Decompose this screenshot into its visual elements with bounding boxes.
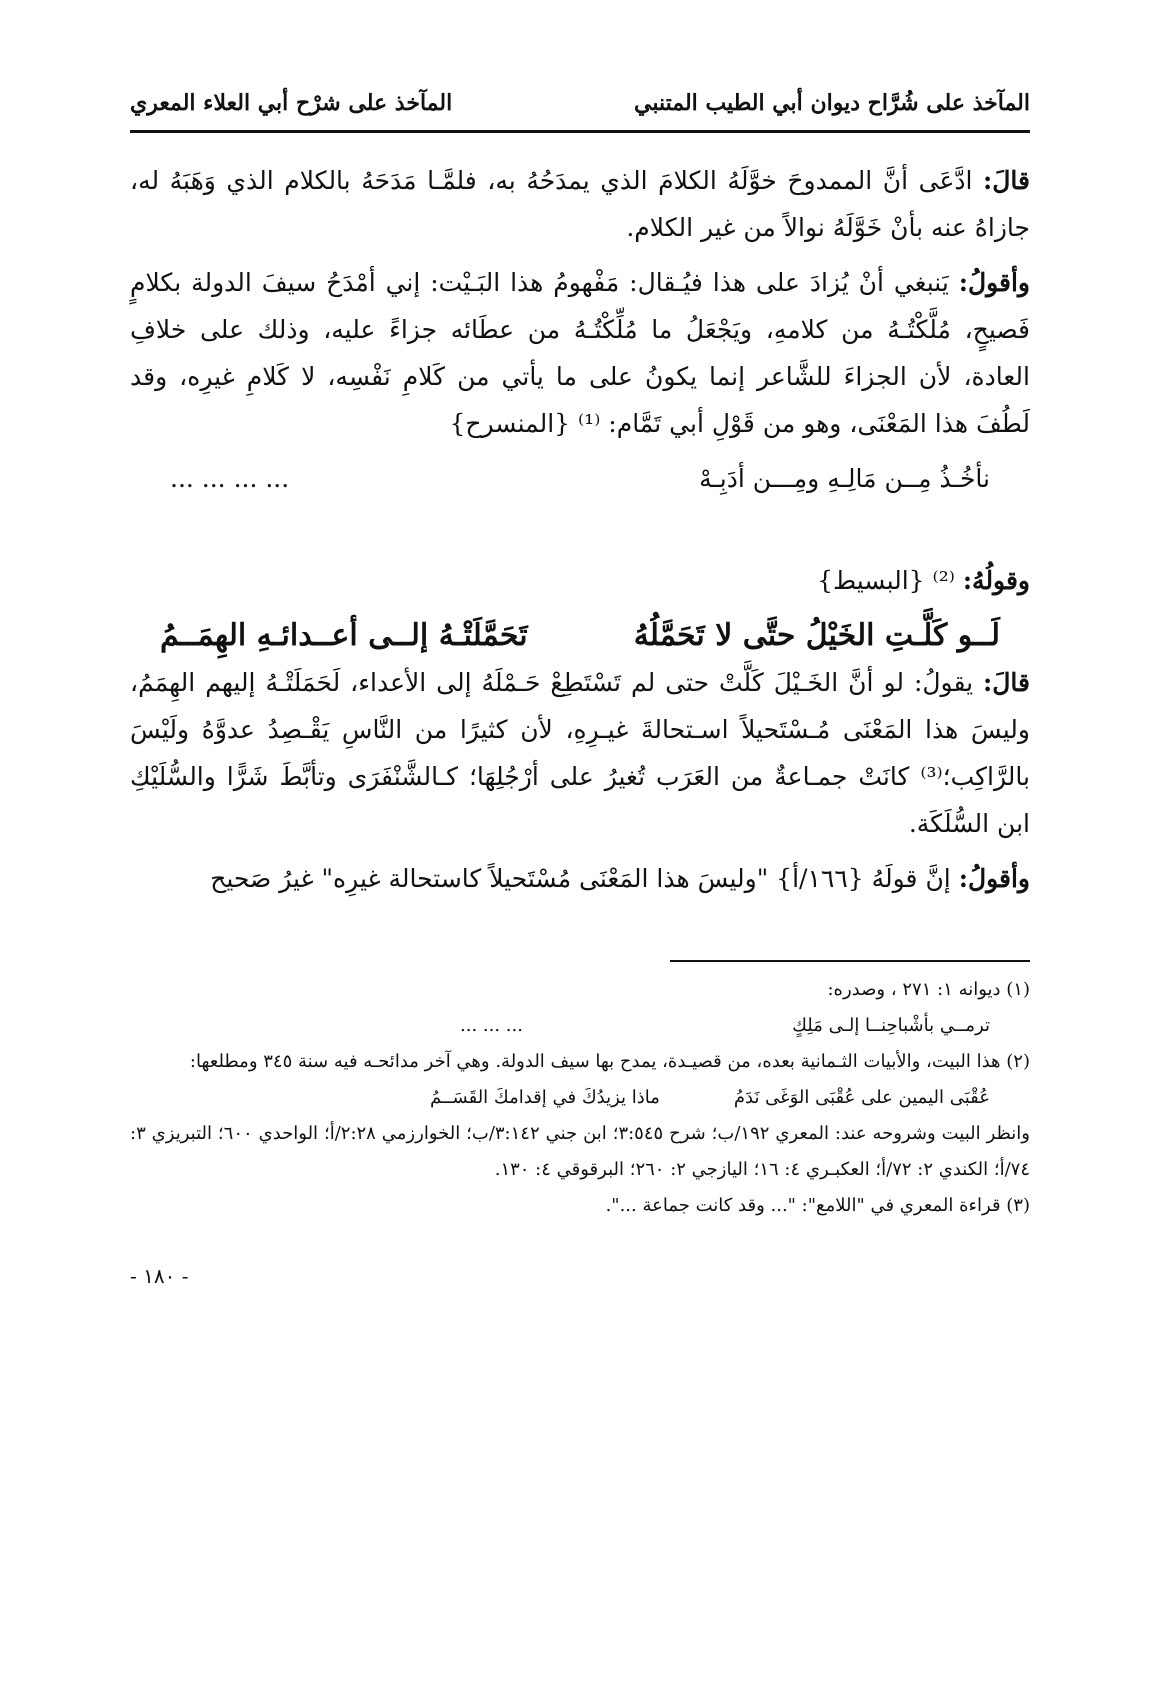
footnote-2: (٢) هذا البيت، والأبيات الثـمانية بعده، من قصيـدة، يمدح بها سيف الدولة. وهي آخر مدائحـه فيه سنة ٣٤٥ ومطلعها:: [189, 1051, 1030, 1072]
paragraph-2: [130, 259, 1030, 447]
footnote-1-verse: [130, 1008, 1030, 1044]
paragraph-1: [130, 157, 1030, 251]
verse-hemistich-left: ... ... ...: [460, 1015, 523, 1036]
footnotes: [130, 972, 1030, 1224]
paragraph-lead: وقولُهُ:: [962, 566, 1030, 595]
footnote-separator: [670, 960, 1030, 962]
paragraph-text: ادَّعَى أنَّ الممدوحَ خوَّلَهُ الكلامَ الذي يمدَحُهُ به، فلمَّـا مَدَحَهُ بالكلام الذي وَهَبَهُ له، جازاهُ عنه بأنْ خَوَّلَهُ نوالاً من غير الكلام.: [130, 166, 1030, 242]
running-header: [130, 80, 1030, 133]
verse-hemistich-left: ماذا يزيدُكَ في إقدامكَ القَسَــمُ: [430, 1087, 660, 1108]
document-page: [130, 80, 1030, 1680]
footnote-1: (١) ديوانه ١: ٢٧١ ، وصدره:: [827, 979, 1030, 1000]
paragraph-text: يَنبغي أنْ يُزادَ على هذا فيُـقال: مَفْهومُ هذا البَـيْت: إني أمْدَحُ سيفَ الدولة بكلامٍ فَصيحٍ، مُلَّكْتُـهُ من كلامهِ، ويَجْعَلُ ما مُلِّكْتُـهُ من عطَائه جزاءً عليه، وذلك على خلافِ العادة، لأن الجزاءَ للشَّاعر إنما يكونُ على ما يأتي من كَلامِ نَفْسِه، لا كَلامِ غيرِه، وقد لَطُفَ هذا المَعْنَى، وهو من قَوْلِ أبي تَمَّام: ⁽¹⁾ {المنسرح}: [130, 268, 1030, 438]
paragraph-text: إنَّ قولَهُ {١٦٦/أ} "وليسَ هذا المَعْنَى مُسْتَحيلاً كاستحالة غيرِه" غيرُ صَحيح: [210, 864, 951, 893]
verse-hemistich-left: تَحَمَّلَتْـهُ إلــى أعــدائـهِ الهِمَــمُ: [160, 618, 528, 653]
verse-hemistich-left: ... ... ... ...: [170, 464, 290, 493]
main-text: [130, 157, 1030, 902]
header-book-title: المآخذ على شُرَّاح ديوان أبي الطيب المتنبي: [634, 90, 1030, 116]
paragraph-lead: قالَ:: [983, 166, 1030, 195]
verse-hemistich-right: عُقْبَى اليمين على عُقْبَى الوَغَى نَدَمُ: [733, 1087, 990, 1108]
paragraph-lead: قالَ:: [983, 668, 1030, 697]
paragraph-lead: وأقولُ:: [958, 268, 1030, 297]
paragraph-4: [130, 659, 1030, 847]
paragraph-5: [130, 855, 1030, 902]
footnote-3: (٣) قراءة المعري في "اللامع": "... وقد كانت جماعة ...".: [605, 1195, 1030, 1216]
verse-hemistich-right: لَــو كَلَّـتِ الخَيْلُ حتَّى لا تَحَمَّلُهُ: [633, 618, 1000, 653]
header-section-title: المآخذ على شرْح أبي العلاء المعري: [130, 90, 453, 116]
verse-main: [130, 612, 1030, 659]
paragraph-text: ⁽²⁾ {البسيط}: [817, 566, 955, 595]
paragraph-3: [130, 557, 1030, 604]
footnote-2-verse: [130, 1080, 1030, 1116]
spacer: [130, 502, 1030, 557]
paragraph-text: يقولُ: لو أنَّ الخَـيْلَ كَلَّتْ حتى لم تَسْتَطِعْ حَـمْلَهُ إلى الأعداء، لَحَمَلَتْـهُ إليهم الهِمَمُ، وليسَ هذا المَعْنَى مُـسْتَحيلاً اسـتحالةَ غيـرِهِ، لأن كثيرًا من النَّاسِ يَقْـصِدُ عدوَّهُ ولَيْسَ بالرَّاكِب؛⁽³⁾ كانَتْ جمـاعةٌ من العَرَب تُغيرُ على أرْجُلِهَا؛ كـالشَّنْفَرَى وتأبَّطَ شَرًّا والسُّلَيْكِ ابن السُّلَكَة.: [130, 668, 1030, 838]
verse-hemistich-right: ترمــي بأشْباحِنــا إلـى مَلِكٍ: [792, 1015, 990, 1036]
verse-hemistich-right: نأخُـذُ مِــن مَالِـهِ ومِـــن أدَبِـهْ: [699, 464, 990, 493]
footnote-2-references: وانظر البيت وشروحه عند: المعري ١٩٢/ب؛ شرح ٣:٥٤٥؛ ابن جني ٣:١٤٢/ب؛ الخوارزمي ٢:٢٨/أ؛ الواحدي ٦٠٠؛ التبريزي ٣: ٧٤/أ؛ الكندي ٢: ٧٢/أ؛ العكبـري ٤: ١٦؛ اليازجي ٢: ٢٦٠؛ البرقوقي ٤: ١٣٠.: [130, 1123, 1030, 1180]
page-number: - ١٨٠ -: [130, 1264, 189, 1288]
paragraph-lead: وأقولُ:: [958, 864, 1030, 893]
verse-abi-tammam: [130, 455, 1030, 502]
